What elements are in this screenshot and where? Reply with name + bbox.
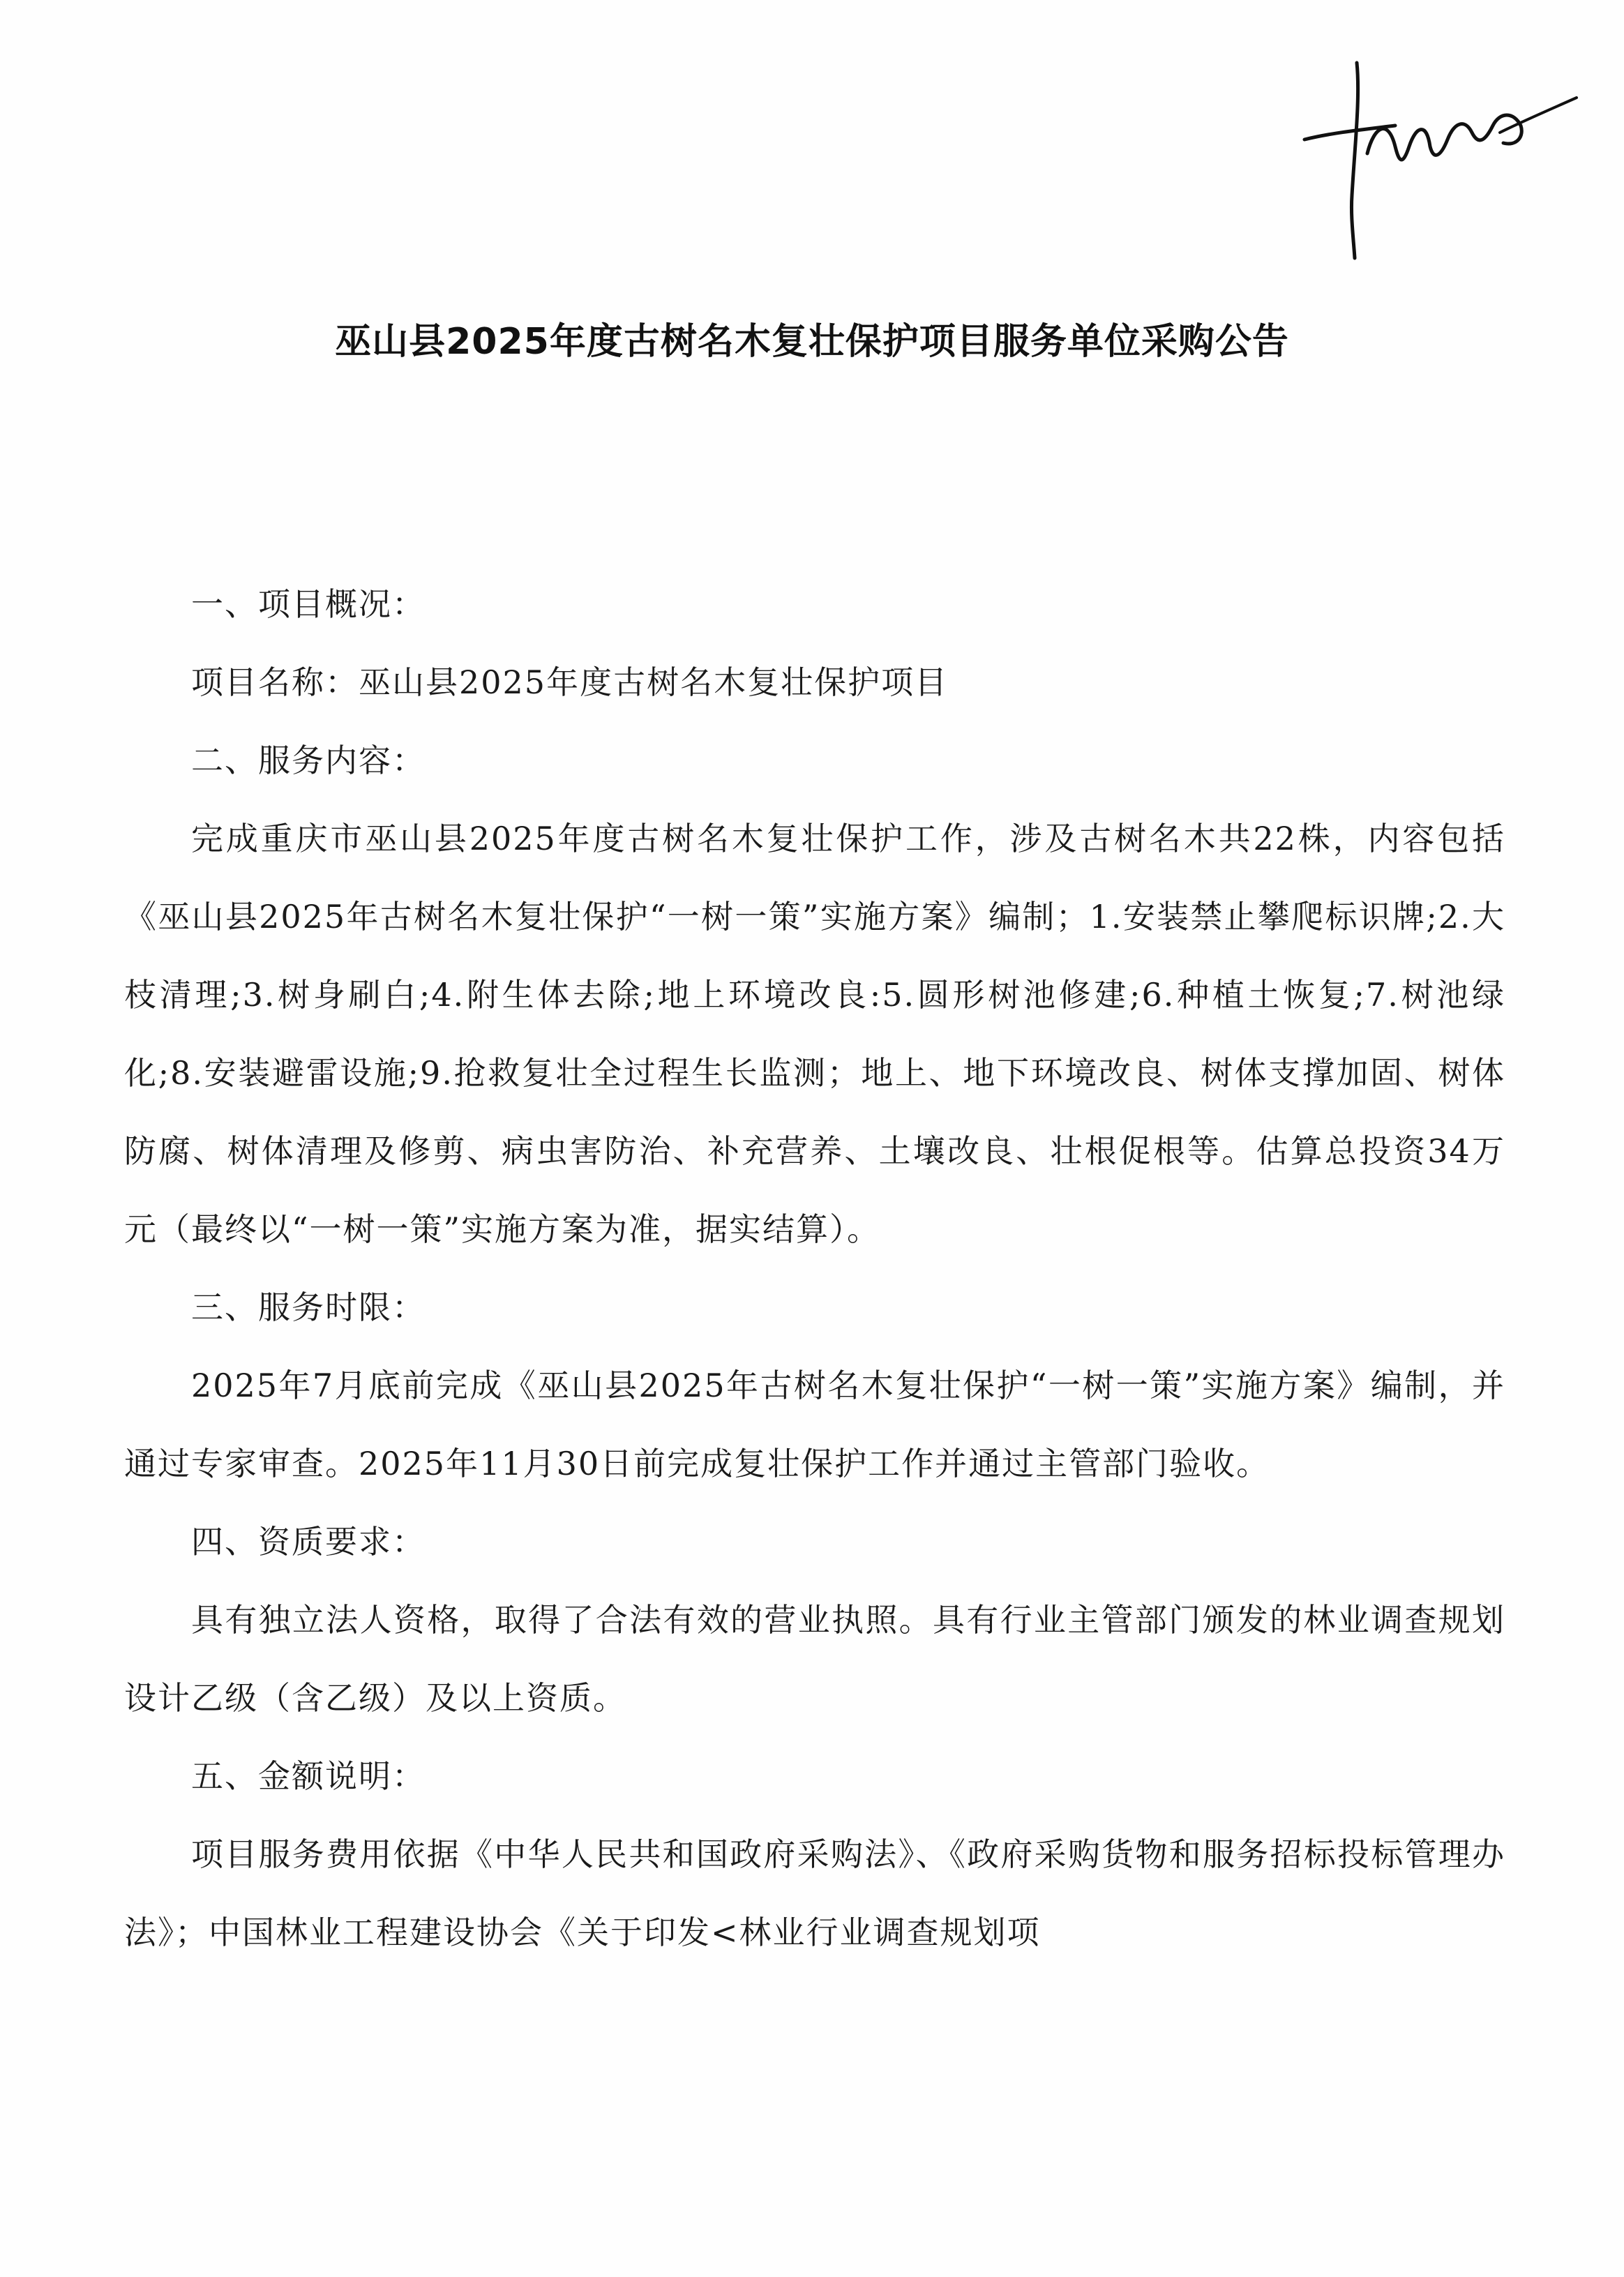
section-heading-service-period: 三、服务时限： — [191, 1288, 426, 1326]
document-title: 巫山县2025年度古树名木复壮保护项目服务单位采购公告 — [335, 321, 1289, 363]
section-heading-service-content: 二、服务内容： — [191, 742, 426, 779]
paragraph-service-content: 完成重庆市巫山县2025年度古树名木复壮保护工作，涉及古树名木共22株，内容包括《巫山县2025年古树名木复壮保护“一树一策”实施方案》编制；1.安装禁止攀爬标识牌;2.大枝清理;3.树身刷白;4.附生体去除;地上环境改良:5.圆形树池修建;6.种植土恢复;7.树池绿化;8.安装避雷设施;9.抢救复壮全过程生长监测；地上、地下环境改良、树体支撑加固、树体防腐、树体清理及修剪、病虫害防治、补充营养、土壤改良、壮根促根等。估算总投资34万元（最终以“一树一策”实施方案为准，据实结算）。 — [124, 820, 1505, 1248]
section-heading-qualification: 四、资质要求： — [191, 1523, 426, 1561]
paragraph-project-name: 项目名称：巫山县2025年度古树名木复壮保护项目 — [191, 663, 949, 701]
section-heading-overview: 一、项目概况： — [191, 585, 426, 623]
paragraph-service-period: 2025年7月底前完成《巫山县2025年古树名木复壮保护“一树一策”实施方案》编制，并通过专家审查。2025年11月30日前完成复壮保护工作并通过主管部门验收。 — [124, 1367, 1505, 1482]
signature-image — [1291, 56, 1584, 265]
paragraph-amount: 项目服务费用依据《中华人民共和国政府采购法》、《政府采购货物和服务招标投标管理办法》；中国林业工程建设协会《关于印发<林业行业调查规划项 — [124, 1835, 1505, 1951]
section-heading-amount: 五、金额说明： — [191, 1757, 426, 1795]
document-body — [124, 565, 1505, 1971]
paragraph-qualification: 具有独立法人资格，取得了合法有效的营业执照。具有行业主管部门颁发的林业调查规划设计乙级（含乙级）及以上资质。 — [124, 1601, 1505, 1717]
